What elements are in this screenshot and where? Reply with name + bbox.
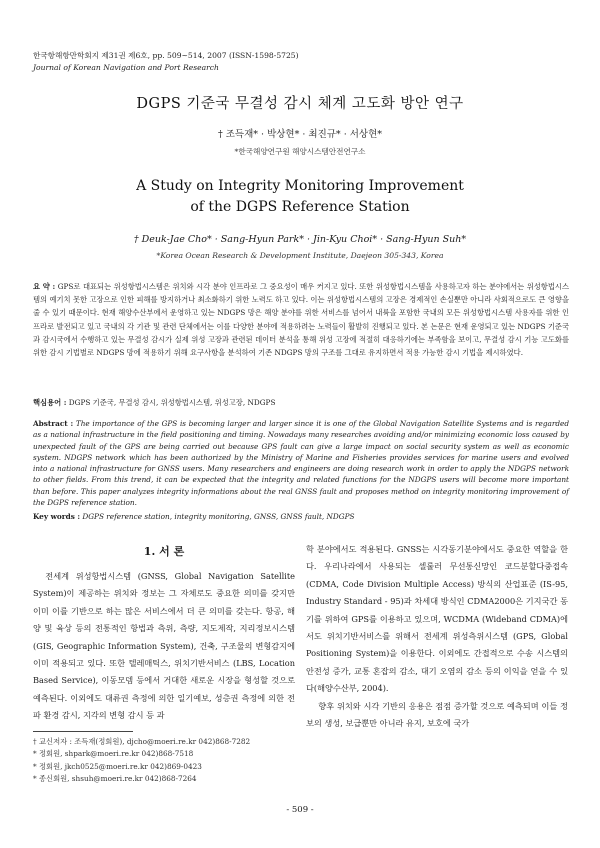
paper-title-korean: DGPS 기준국 무결성 감시 체계 고도화 방안 연구 — [136, 96, 464, 112]
keywords-english-label: Key words : — [33, 512, 81, 521]
section-1-heading: 1. 서 론 — [143, 545, 185, 558]
footnote-author-2: * 정회원, shpark@moeri.re.kr 042)868-7518 — [33, 749, 194, 759]
keywords-english-text: DGPS reference station, integrity monitoring, GNSS, GNSS fault, NDGPS — [82, 512, 355, 521]
keywords-korean-text: DGPS 기준국, 무결성 감시, 위성항법시스템, 위성고장, NDGPS — [68, 398, 276, 407]
footnote-divider — [33, 731, 133, 732]
paper-title-english — [0, 176, 600, 218]
body-column-right — [306, 541, 568, 732]
body-column-left — [33, 568, 295, 725]
intro-paragraph-1: 전세계 위성항법시스템 (GNSS, Global Navigation Satellite System)이 제공하는 위치와 정보는 그 자체로도 중요한 의미를 갖지만 이미 이를 기반으로 하는 많은 서비스에서 더 큰 의미를 갖는다. 항공, 해양 및 육상 등의 전통적인 항법과 측위, 측량, 지도제작, 지리정보시스템 (GIS, Geographic Information System), 건축, 구조물의 변형감지에 이미 적용되고 있다. 또한 텔레매틱스, 위치기반서비스 (LBS, Location Based Service), 이동모뎀 등에서 거대한 새로운 시장을 형성할 것으로 예측된다. 이외에도 대류권 측정에 의한 일기예보, 성층권 측정에 의한 전파 환경 감시, 지각의 변형 감시 등 과 — [33, 571, 295, 721]
intro-paragraph-1-continued: 학 분야에서도 적용된다. GNSS는 시각동기분야에서도 중요한 역할을 한다. 우리나라에서 사용되는 셀룰러 무선통신망인 코드분할다중접속 (CDMA, Code Division Multiple Access) 방식의 산업표준 (IS-95, Industry Standard - 95)과 차세대 방식인 CDMA2000은 기지국간 동기를 위하여 GPS를 이용하고 있으며, WCDMA (Wideband CDMA)에서도 위치기반서비스를 위해서 전세계 위성측위시스템 (GPS, Global Positioning System)을 이용한다. 이외에도 간접적으로 수송 시스템의 안전성 증가, 교통 혼잡의 감소, 대기 오염의 감소 등의 이익을 얻을 수 있다(해양수산부, 2004). — [306, 544, 568, 694]
footnote-author-4: * 종신회원, shsuh@moeri.re.kr 042)868-7264 — [33, 774, 197, 784]
footnote-corresponding-author: † 교신저자 : 조득재(정회원), djcho@moeri.re.kr 042)868-7282 — [33, 737, 251, 746]
keywords-korean — [33, 398, 569, 408]
authors-english: † Deuk-Jae Cho* · Sang-Hyun Park* · Jin-Kyu Choi* · Sang-Hyun Suh* — [133, 234, 467, 245]
abstract-english-label: Abstract : — [33, 419, 74, 428]
journal-citation: 한국항해항만학회지 제31권 제6호, pp. 509~514, 2007 (ISSN-1598-5725) — [33, 51, 299, 60]
authors-korean: † 조득재* · 박상현* · 최진규* · 서상현* — [217, 129, 383, 140]
abstract-korean-text: GPS로 대표되는 위성항법시스템은 위치와 시각 분야 인프라로 그 중요성이 매우 커지고 있다. 또한 위성항법시스템을 사용하고자 하는 분야에서는 위성항법시스템의 예기치 못한 고장으로 인한 피해를 방지하거나 최소화하기 위한 노력도 하고 있다. 이는 위성항법시스템의 고장은 경제적인 손실뿐만 아니라 사회적으로도 큰 영향을 줄 수 있기 때문이다. 현재 해양수산부에서 운영하고 있는 NDGPS 망은 해양 분야를 위한 서비스를 넘어서 내륙을 포함한 국내의 모든 위성항법시스템 사용자를 위한 인프라로 발전되고 있고 국내의 각 기관 및 관련 단체에서는 이를 다양한 분야에 적용하려는 노력들이 활발히 진행되고 있다. 본 논문은 현재 운영되고 있는 NDGPS 기준국과 감시국에서 수행하고 있는 무결성 감시가 실제 위성 고장과 관련된 데이터 분석을 통해 위성 고장에 적절히 대응하기에는 부족함을 보이고, 무결성 감시 기능 고도화를 위한 감시 기법별로 NDGPS 망에 적용하기 위해 요구사항을 분석하여 기존 NDGPS 망의 구조를 그대로 유지하면서 적용 가능한 감시 기법을 제시하였다. — [33, 282, 570, 358]
abstract-english — [33, 418, 569, 508]
keywords-english — [33, 512, 569, 521]
affiliation-english: *Korea Ocean Research & Development Institute, Daejeon 305-343, Korea — [156, 251, 444, 260]
journal-header — [33, 50, 299, 74]
title-english-line2: of the DGPS Reference Station — [190, 199, 410, 215]
abstract-korean-label: 요 약 : — [33, 282, 56, 291]
keywords-korean-label: 핵심용어 : — [33, 398, 67, 407]
footnote-author-3: * 정회원, jkch0525@moeri.re.kr 042)869-0423 — [33, 761, 202, 771]
abstract-korean — [33, 280, 569, 359]
title-english-line1: A Study on Integrity Monitoring Improvement — [136, 178, 464, 194]
affiliation-korean: *한국해양연구원 해양시스템안전연구소 — [234, 147, 366, 156]
abstract-english-text: The importance of the GPS is becoming larger and larger since it is one of the Global Navigation Satellite Systems and is regarded as a national infrastructure in the field positioning and timing. Nowadays many researches avoiding and/or minimizing economic loss caused by unexpected fault of the GPS are being carried out because GPS fault can give a large impact on social security system as well as economic system. NDGPS network which has been authorized by the Ministry of Marine and Fisheries provides services for marine users and evolved into a national infrastructure for GNSS users. Many researchers and engineers are doing research work in order to apply the NDGPS network to other fields. From this trend, it can be expected that the integrity and related functions for the NDGPS users will become more important than before. This paper analyzes integrity informations about the real GNSS fault and proposes method on integrity monitoring improvement of the DGPS reference station. — [33, 419, 569, 508]
journal-name: Journal of Korean Navigation and Port Research — [33, 63, 219, 72]
footnotes — [33, 736, 250, 786]
page-number: - 509 - — [286, 805, 314, 815]
intro-paragraph-2: 향후 위치와 시각 기반의 응용은 점점 증가할 것으로 예측되며 이들 정보의 생성, 보급뿐만 아니라 유지, 보호에 국가 — [306, 700, 568, 729]
